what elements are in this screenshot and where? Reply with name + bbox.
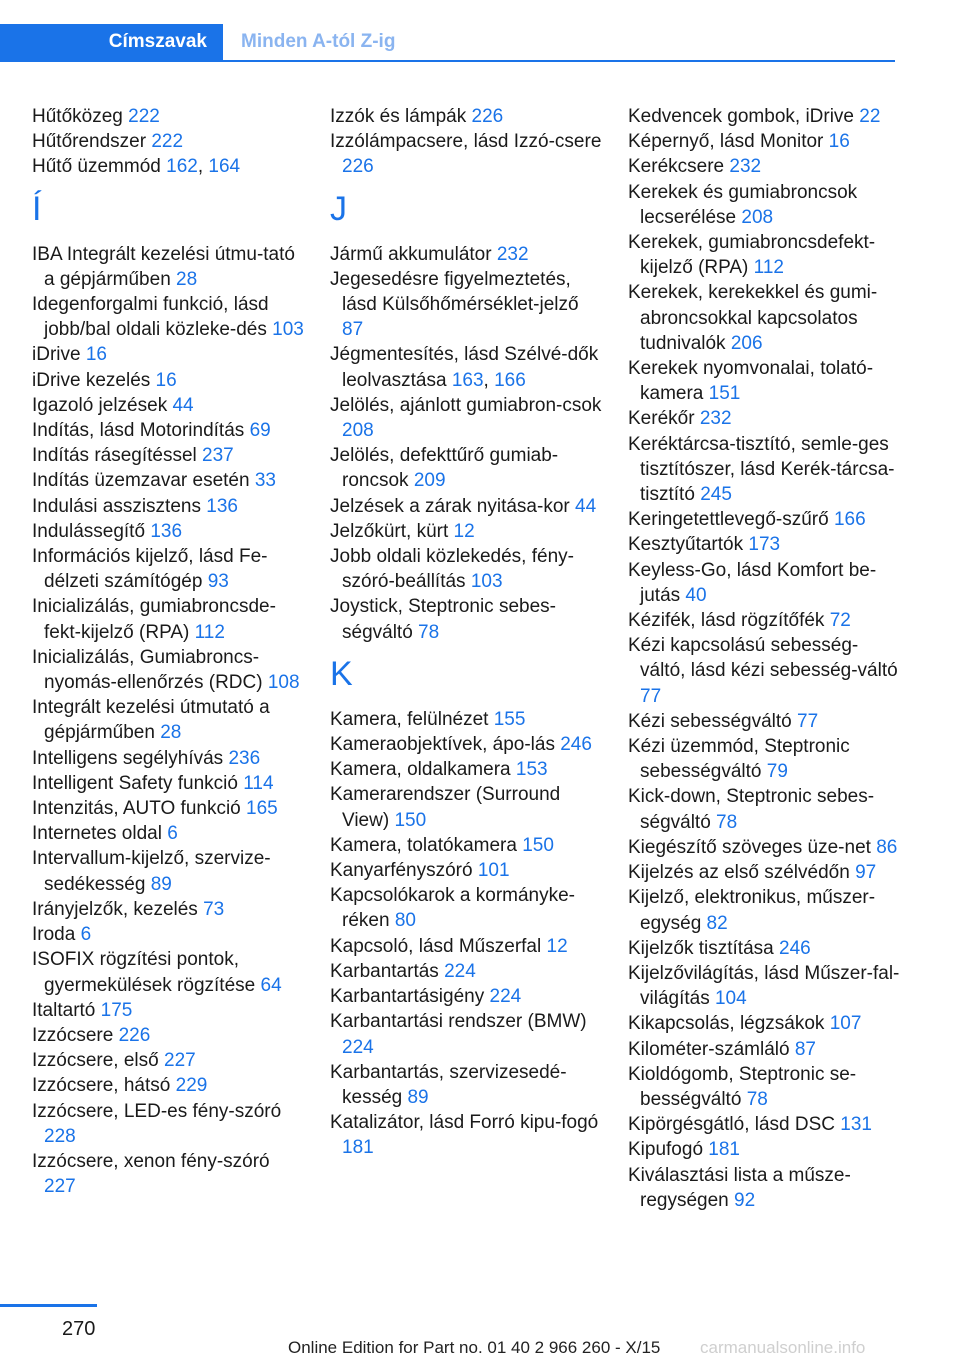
entry-term: Karbantartás: [330, 960, 445, 982]
entry-term: Kézi sebességváltó: [628, 710, 797, 732]
entry-term: Italtartó: [32, 999, 101, 1021]
tab-minden-a-z[interactable]: Minden A-tól Z-ig: [241, 31, 396, 52]
index-entry: [628, 1062, 900, 1112]
page-link[interactable]: 78: [418, 621, 440, 643]
index-entry: [628, 532, 900, 557]
index-entry: [32, 1048, 304, 1073]
entry-term: Kamera, felülnézet: [330, 708, 494, 730]
entry-term: iDrive: [32, 344, 86, 366]
index-entry: [330, 707, 602, 732]
entry-term: Izzócsere: [32, 1024, 119, 1046]
page-link[interactable]: 222: [151, 131, 184, 153]
page-link[interactable]: 89: [407, 1086, 429, 1108]
entry-term: Jelzések a zárak nyitása-kor: [330, 495, 575, 517]
entry-term: Kézi kapcsolású sebesség-váltó, lásd kézi sebesség-váltó: [628, 635, 898, 682]
page-link[interactable]: 150: [394, 809, 427, 831]
index-entry: [32, 1073, 304, 1098]
index-entry: [32, 594, 304, 644]
entry-term: Inicializálás, Gumiabroncs-nyomás-ellenőrzés (RDC): [32, 646, 268, 694]
entry-term: Iroda: [32, 924, 81, 946]
index-entry: [628, 432, 900, 508]
index-entry: [330, 1110, 602, 1160]
entry-term: Karbantartási rendszer (BMW): [330, 1011, 587, 1033]
page-link[interactable]: 103: [272, 319, 304, 341]
entry-term: Keyless-Go, lásd Komfort be-jutás: [628, 559, 877, 606]
index-entry: [628, 709, 900, 734]
entry-term: Kerekek, gumiabroncsdefekt-kijelző (RPA): [628, 232, 876, 279]
entry-term: Kioldógomb, Steptronic se-bességváltó: [628, 1063, 857, 1110]
page-link[interactable]: 224: [444, 960, 476, 982]
page-link[interactable]: 64: [260, 974, 282, 996]
index-entry: [330, 883, 602, 933]
index-entry: [628, 129, 900, 154]
entry-term: Jelölés, defekttűrő gumiab-roncsok: [330, 445, 559, 492]
entry-term: Kerékőr: [628, 408, 700, 430]
index-entry: [330, 267, 602, 343]
index-entry: [628, 230, 900, 280]
index-entry: [330, 494, 602, 519]
index-entry: [330, 833, 602, 858]
entry-term: Kick-down, Steptronic sebes-ségváltó: [628, 786, 875, 833]
page-link[interactable]: 206: [730, 332, 763, 354]
page-link[interactable]: 114: [243, 772, 274, 794]
index-entry: [32, 695, 304, 745]
entry-term: Kiegészítő szöveges üze-net: [628, 836, 877, 858]
section-letter: Í: [32, 189, 42, 228]
page-link[interactable]: 166: [833, 509, 866, 531]
index-entry: [628, 784, 900, 834]
index-entry: [330, 984, 602, 1009]
index-entry: [330, 519, 602, 544]
index-entry: [628, 1037, 900, 1062]
entry-term: Kijelzés az első szélvédőn: [628, 862, 856, 884]
index-entry: [32, 897, 304, 922]
page-link[interactable]: 16: [155, 369, 177, 391]
page-link[interactable]: 22: [859, 106, 881, 127]
tab-cimszavak[interactable]: [0, 24, 223, 60]
page-link[interactable]: 224: [342, 1036, 374, 1058]
page-link[interactable]: 16: [828, 131, 850, 153]
index-entry: [628, 633, 900, 709]
index-entry: [628, 936, 900, 961]
page-link[interactable]: 165: [246, 798, 278, 820]
entry-term: Kerekek és gumiabroncsok lecserélése: [628, 181, 858, 228]
page-link[interactable]: 181: [708, 1139, 740, 1161]
entry-term: Kesztyűtartók: [628, 534, 749, 556]
page-link[interactable]: 93: [207, 571, 229, 593]
entry-term: Kedvencek gombok, iDrive: [628, 106, 860, 127]
entry-term: Keréktárcsa-tisztító, semle-ges tisztítószer, lásd Kerék-tárcsa-tisztító: [628, 433, 895, 506]
page-link[interactable]: 237: [202, 445, 234, 467]
page-link[interactable]: 79: [766, 761, 788, 783]
entry-term: iDrive kezelés: [32, 369, 156, 391]
index-entry: [32, 129, 304, 154]
page-link[interactable]: 28: [176, 268, 198, 290]
index-entry: [32, 443, 304, 468]
page-link[interactable]: 77: [797, 710, 819, 732]
index-entry: [32, 519, 304, 544]
page-link[interactable]: 163: [451, 369, 484, 391]
page-link[interactable]: 232: [699, 408, 732, 430]
index-entry: [628, 1011, 900, 1036]
index-entry: [330, 1009, 602, 1059]
index-entry: [628, 356, 900, 406]
entry-term: Kamera, oldalkamera: [330, 759, 516, 781]
index-entry: [628, 558, 900, 608]
index-entry: [628, 280, 900, 356]
entry-term: Indulássegítő: [32, 520, 151, 542]
page-link[interactable]: 89: [150, 873, 172, 895]
index-entry: [330, 782, 602, 832]
entry-term: Jégmentesítés, lásd Szélvé-dők leolvasztása: [330, 344, 599, 391]
entry-term: Kerekek, kerekekkel és gumi-abroncsokkal kapcsolatos tudnivalók: [628, 282, 878, 354]
index-entry: [330, 594, 602, 644]
page-link[interactable]: 28: [160, 722, 182, 744]
entry-term: Indítás, lásd Motorindítás: [32, 420, 250, 442]
index-entry: [32, 1099, 304, 1149]
page-link[interactable]: 246: [560, 734, 592, 756]
index-entry: [628, 1137, 900, 1162]
entry-term: Kamera, tolatókamera: [330, 834, 523, 856]
page-link[interactable]: 87: [342, 319, 364, 341]
tab-cimszavak-label: Címszavak: [108, 31, 207, 52]
entry-term: Irányjelzők, kezelés: [32, 898, 204, 920]
page-link[interactable]: 226: [118, 1024, 151, 1046]
page-link[interactable]: 82: [706, 912, 728, 934]
index-entry: [32, 821, 304, 846]
index-column-3: [628, 104, 900, 1213]
entry-term: Izzócsere, hátsó: [32, 1075, 176, 1097]
entry-term: Idegenforgalmi funkció, lásd jobb/bal oldali közleke-dés: [32, 294, 273, 341]
page-link[interactable]: 164: [208, 156, 241, 178]
page-link[interactable]: 107: [829, 1013, 862, 1035]
page-link[interactable]: 101: [477, 860, 510, 882]
page-link[interactable]: 208: [741, 206, 774, 228]
section-letter: K: [330, 654, 353, 693]
index-entry: [628, 507, 900, 532]
entry-term: Izzócsere, xenon fény-szóró: [32, 1150, 270, 1172]
entry-term: Kipufogó: [628, 1139, 709, 1161]
index-entry: [32, 468, 304, 493]
index-entry: [628, 734, 900, 784]
page-link[interactable]: 136: [150, 520, 183, 542]
entry-term: Hűtő üzemmód: [32, 156, 167, 178]
index-entry: [628, 1163, 900, 1213]
page-link[interactable]: 44: [172, 394, 194, 416]
index-entry: [32, 846, 304, 896]
section-letter: J: [330, 189, 347, 228]
page-link[interactable]: 86: [876, 836, 898, 858]
index-entry: [330, 393, 602, 443]
page-link[interactable]: 227: [44, 1176, 76, 1198]
page-link[interactable]: 162: [166, 156, 198, 178]
index-entry: [32, 368, 304, 393]
index-entry: [330, 934, 602, 959]
index-entry: [32, 796, 304, 821]
page-link[interactable]: 246: [779, 937, 811, 959]
page-link[interactable]: 80: [394, 910, 416, 932]
entry-term: Indulási asszisztens: [32, 495, 207, 517]
index-entry: [330, 732, 602, 757]
entry-term: Integrált kezelési útmutató a gépjárműben: [32, 697, 270, 744]
entry-term: Kamerarendszer (Surround View): [330, 784, 561, 831]
index-entry: [628, 835, 900, 860]
index-entry: [32, 494, 304, 519]
entry-term: Intelligens segélyhívás: [32, 747, 229, 769]
index-entry: [32, 292, 304, 342]
entry-term: Intelligent Safety funkció: [32, 772, 244, 794]
page-link[interactable]: 208: [342, 420, 374, 442]
index-entry: Hűtő üzemmód 162, 164: [32, 156, 241, 178]
page-link[interactable]: 136: [206, 495, 238, 517]
entry-term: Kézi üzemmód, Steptronic sebességváltó: [628, 736, 850, 783]
index-entry: [628, 860, 900, 885]
index-entry: [628, 104, 900, 129]
entry-term: Igazoló jelzések: [32, 394, 173, 416]
page-link[interactable]: 166: [494, 369, 526, 391]
entry-term: Kijelzővilágítás, lásd Műszer-fal-világítás: [628, 962, 900, 1010]
entry-term: Jobb oldali közlekedés, fény-szóró-beállítás: [330, 546, 574, 593]
entry-term: Kézifék, lásd rögzítőfék: [628, 610, 830, 632]
index-entry: [32, 393, 304, 418]
edition-text: Online Edition for Part no. 01 40 2 966 260 - X/15: [288, 1338, 661, 1357]
page-link[interactable]: 77: [640, 685, 662, 707]
entry-term: Hűtőrendszer: [32, 131, 152, 153]
index-entry: [32, 947, 304, 997]
index-entry: [330, 1060, 602, 1110]
page-link[interactable]: 108: [267, 672, 300, 694]
entry-term: Indítás üzemzavar esetén: [32, 470, 255, 492]
entry-term: Izzólámpacsere, lásd Izzó-csere: [330, 131, 602, 153]
index-entry: [330, 858, 602, 883]
index-entry: [628, 180, 900, 230]
page-link[interactable]: 40: [685, 584, 707, 606]
index-entry: [32, 998, 304, 1023]
page-link[interactable]: 226: [471, 106, 504, 127]
entry-term: Információs kijelző, lásd Fe-délzeti számítógép: [32, 546, 268, 593]
header-bar: [0, 24, 895, 62]
entry-term: Jegesedésre figyelmeztetés, lásd Külsőhőmérséklet-jelző: [330, 268, 579, 316]
index-entry: [330, 959, 602, 984]
entry-term: Kapcsoló, lásd Műszerfal: [330, 935, 547, 957]
entry-term: ISOFIX rögzítési pontok, gyermekülések rögzítése: [32, 949, 261, 996]
watermark-text: carmanualsonline.info: [700, 1338, 866, 1357]
index-column-1: [32, 104, 304, 1199]
page-link[interactable]: 153: [515, 759, 548, 781]
page-link[interactable]: 181: [342, 1137, 374, 1159]
entry-term: Kerékcsere: [628, 156, 730, 178]
entry-term: Kerekek nyomvonalai, tolató-kamera: [628, 358, 874, 405]
index-entry: [32, 645, 304, 695]
page-link[interactable]: 232: [729, 156, 762, 178]
entry-term: Hűtőközeg: [32, 106, 129, 127]
entry-term: Keringetettlevegő-szűrő: [628, 509, 834, 531]
page-link[interactable]: 103: [470, 571, 503, 593]
entry-term: Izzócsere, első: [32, 1050, 164, 1072]
page-link[interactable]: 236: [228, 747, 261, 769]
entry-term: Karbantartásigény: [330, 986, 490, 1008]
index-entry: [628, 1112, 900, 1137]
index-entry: [32, 242, 304, 292]
entry-term: Izzók és lámpák: [330, 106, 472, 127]
page-link[interactable]: 78: [716, 811, 738, 833]
page-link[interactable]: 104: [714, 988, 747, 1010]
entry-term: Internetes oldal: [32, 823, 168, 845]
index-entry: [32, 1023, 304, 1048]
entry-term: Intenzitás, AUTO funkció: [32, 798, 247, 820]
page-link[interactable]: 72: [829, 610, 851, 632]
page-link[interactable]: 224: [489, 986, 522, 1008]
page-link[interactable]: 226: [342, 156, 374, 178]
entry-term: Izzócsere, LED-es fény-szóró: [32, 1100, 282, 1122]
entry-term: Kipörgésgátló, lásd DSC: [628, 1114, 841, 1136]
page-link[interactable]: 73: [203, 898, 225, 920]
index-entry: [32, 922, 304, 947]
entry-term: Kijelzők tisztítása: [628, 937, 779, 959]
entry-term: Jármű akkumulátor: [330, 243, 497, 265]
page-link[interactable]: 112: [194, 621, 225, 643]
page-link[interactable]: 173: [748, 534, 781, 556]
page-link[interactable]: 44: [575, 495, 597, 517]
entry-term: Intervallum-kijelző, szervize-sedékesség: [32, 848, 271, 895]
index-entry: [628, 608, 900, 633]
entry-term: Joystick, Steptronic sebes-ségváltó: [330, 596, 556, 643]
index-entry: [330, 104, 602, 129]
page-link[interactable]: 12: [546, 935, 568, 957]
page-link[interactable]: 222: [128, 106, 160, 127]
entry-term: Kapcsolókarok a kormányke-réken: [330, 885, 575, 932]
index-entry: [330, 757, 602, 782]
page-link[interactable]: 155: [493, 708, 526, 730]
page-link[interactable]: 78: [746, 1088, 768, 1110]
index-entry: [32, 1149, 304, 1199]
entry-term: Jelzőkürt, kürt: [330, 520, 454, 542]
entry-term: Kikapcsolás, légzsákok: [628, 1013, 830, 1035]
page-link[interactable]: 209: [413, 470, 446, 492]
index-entry: [32, 418, 304, 443]
page-link[interactable]: 232: [496, 243, 529, 265]
entry-term: Inicializálás, gumiabroncsde-fekt-kijelző (RPA): [32, 596, 276, 643]
footer-rule: [0, 1304, 97, 1307]
page-link[interactable]: 245: [700, 484, 732, 506]
page-link[interactable]: 131: [840, 1114, 872, 1136]
page-link[interactable]: 87: [794, 1038, 816, 1060]
index-entry: [628, 406, 900, 431]
page-link[interactable]: 151: [708, 383, 741, 405]
page-link[interactable]: 69: [249, 420, 271, 442]
index-entry: [330, 544, 602, 594]
index-entry: Jégmentesítés, lásd Szélvé-dők leolvasztása 163, 166: [330, 344, 599, 391]
index-entry: [32, 746, 304, 771]
page-number: 270: [62, 1318, 96, 1340]
page-link[interactable]: 112: [753, 257, 784, 279]
entry-term: Kanyarfényszóró: [330, 860, 478, 882]
index-entry: [628, 961, 900, 1011]
entry-term: IBA Integrált kezelési útmu-tató a gépjárműben: [32, 243, 295, 290]
index-entry: [32, 104, 304, 129]
entry-term: Karbantartás, szervizesedé-kesség: [330, 1061, 567, 1108]
entry-term: Kameraobjektívek, ápo-lás: [330, 734, 561, 756]
index-entry: [330, 129, 602, 179]
index-column-2: [330, 104, 602, 1161]
entry-term: Kiválasztási lista a műsze-regységen: [628, 1164, 851, 1211]
entry-term: Képernyő, lásd Monitor: [628, 131, 829, 153]
index-entry: [32, 342, 304, 367]
page-link[interactable]: 175: [100, 999, 133, 1021]
entry-term: Indítás rásegítéssel: [32, 445, 203, 467]
index-entry: [628, 885, 900, 935]
index-entry: [32, 544, 304, 594]
entry-term: Jelölés, ajánlott gumiabron-csok: [330, 394, 602, 416]
index-entry: [628, 154, 900, 179]
page-link[interactable]: 6: [80, 924, 92, 946]
page-link[interactable]: 97: [855, 862, 877, 884]
page-link[interactable]: 228: [44, 1125, 76, 1147]
page-link[interactable]: 229: [175, 1075, 208, 1097]
page-link[interactable]: 92: [734, 1189, 756, 1211]
page-link[interactable]: 33: [254, 470, 276, 492]
index-entry: [32, 771, 304, 796]
index-entry: [330, 443, 602, 493]
page-link[interactable]: 227: [164, 1050, 196, 1072]
entry-term: Kijelző, elektronikus, műszer-egység: [628, 887, 876, 934]
page-link[interactable]: 16: [85, 344, 107, 366]
entry-term: Katalizátor, lásd Forró kipu-fogó: [330, 1112, 599, 1134]
page-link[interactable]: 150: [522, 834, 554, 856]
page-link[interactable]: 12: [453, 520, 475, 542]
index-entry: [330, 242, 602, 267]
entry-term: Kilométer-számláló: [628, 1038, 795, 1060]
page-link[interactable]: 6: [167, 823, 178, 845]
